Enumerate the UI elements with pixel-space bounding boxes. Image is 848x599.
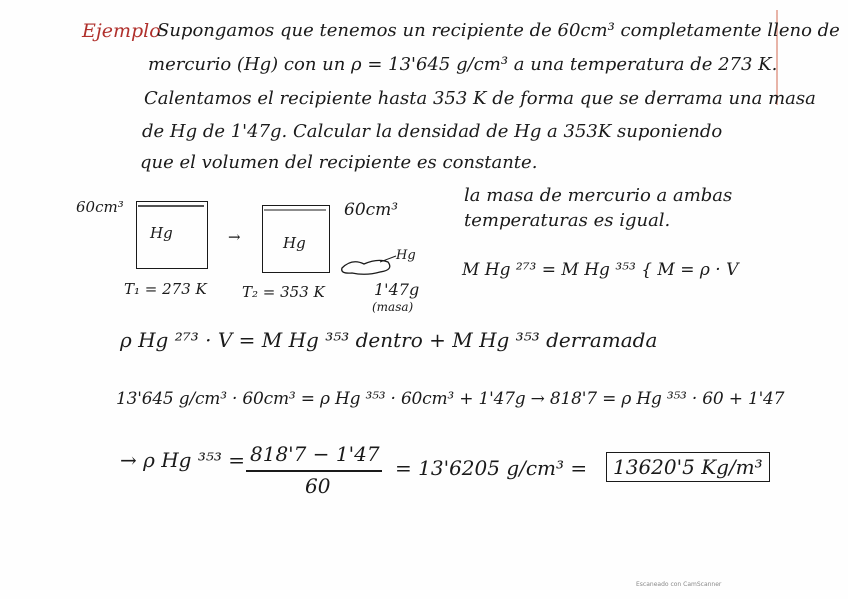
arrow: →: [228, 228, 241, 246]
volume-label-right: 60cm³: [344, 200, 399, 220]
note-line-2: temperaturas es igual.: [464, 210, 671, 231]
equation-3-denominator: 60: [305, 474, 331, 498]
problem-line-5: que el volumen del recipiente es constante.: [140, 152, 538, 173]
hg-label-1: Hg: [150, 224, 173, 242]
equation-3-lhs: → ρ Hg ³⁵³ =: [120, 448, 245, 472]
scanner-footer: Escaneado con CamScanner: [636, 581, 722, 588]
hg-label-2: Hg: [283, 234, 306, 252]
problem-line-2: mercurio (Hg) con un ρ = 13'645 g/cm³ a una temperatura de 273 K.: [148, 54, 778, 75]
equation-1: ρ Hg ²⁷³ · V = M Hg ³⁵³ dentro + M Hg ³⁵³ derramada: [120, 328, 658, 352]
volume-label-left: 60cm³: [76, 198, 124, 216]
note-line-1: la masa de mercurio a ambas: [464, 185, 733, 206]
spill-pointer: [380, 256, 396, 262]
note-equation: M Hg ²⁷³ = M Hg ³⁵³ { M = ρ · V: [462, 260, 739, 280]
spill-mass-note: (masa): [372, 300, 414, 314]
problem-line-3: Calentamos el recipiente hasta 353 K de forma que se derrama una masa: [144, 88, 816, 109]
spill-hg-label: Hg: [396, 248, 416, 263]
temperature-1: T₁ = 273 K: [124, 280, 207, 298]
problem-line-4: de Hg de 1'47g. Calcular la densidad de Hg a 353K suponiendo: [142, 121, 723, 142]
example-label: Ejemplo: [82, 20, 161, 42]
spill-puddle: [342, 260, 390, 274]
temperature-2: T₂ = 353 K: [242, 283, 325, 301]
equation-3-middle: = 13'6205 g/cm³ =: [395, 456, 588, 480]
equation-2: 13'645 g/cm³ · 60cm³ = ρ Hg ³⁵³ · 60cm³ + 1'47g → 818'7 = ρ Hg ³⁵³ · 60 + 1'47: [116, 389, 785, 409]
equation-3-numerator: 818'7 − 1'47: [250, 442, 380, 466]
spill-mass: 1'47g: [374, 280, 420, 299]
fraction-bar: [246, 470, 382, 472]
problem-line-1: Supongamos que tenemos un recipiente de 60cm³ completamente lleno de: [157, 20, 840, 41]
result-box: 13620'5 Kg/m³: [606, 452, 770, 482]
